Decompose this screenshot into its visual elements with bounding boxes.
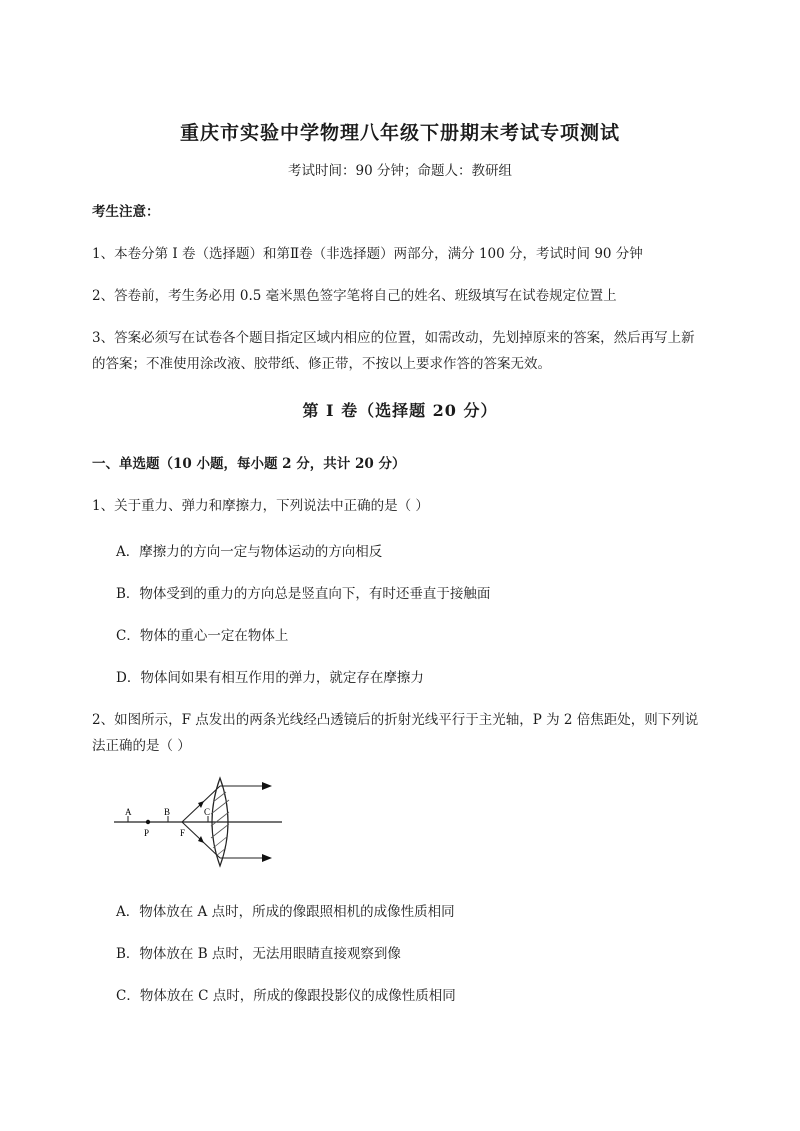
section-title: 第 I 卷（选择题 20 分） xyxy=(302,401,498,420)
notice-item: 2、答卷前，考生务必用 0.5 毫米黑色签字笔将自己的姓名、班级填写在试卷规定位置上 xyxy=(92,288,617,304)
notice-item: 的答案；不准使用涂改液、胶带纸、修正带，不按以上要求作答的答案无效。 xyxy=(92,356,551,372)
answer-option: D．物体间如果有相互作用的弹力，就定存在摩擦力 xyxy=(116,670,424,686)
question-stem: 1、关于重力、弹力和摩擦力，下列说法中正确的是（ ） xyxy=(92,498,429,514)
answer-option: B．物体受到的重力的方向总是竖直向下，有时还垂直于接触面 xyxy=(116,586,491,602)
ray-arrow xyxy=(262,854,272,862)
notice-item: 1、本卷分第 I 卷（选择题）和第Ⅱ卷（非选择题）两部分，满分 100 分，考试时间 90 分钟 xyxy=(92,246,643,262)
point-p-dot xyxy=(146,820,150,824)
answer-option: B．物体放在 B 点时，无法用眼睛直接观察到像 xyxy=(116,946,401,962)
part-heading: 一、单选题（10 小题，每小题 2 分，共计 20 分） xyxy=(92,456,406,472)
notice-item: 3、答案必须写在试卷各个题目指定区域内相应的位置，如需改动，先划掉原来的答案，然后再写上新 xyxy=(92,330,695,346)
notice-heading: 考生注意： xyxy=(92,204,160,220)
label-f: F xyxy=(180,828,186,838)
ray-arrow xyxy=(198,836,204,843)
question-stem: 2、如图所示，F 点发出的两条光线经凸透镜后的折射光线平行于主光轴，P 为 2 倍焦距处，则下列说 xyxy=(92,712,699,728)
ray-arrow xyxy=(262,782,272,790)
answer-option: A．摩擦力的方向一定与物体运动的方向相反 xyxy=(116,544,383,560)
lens-diagram xyxy=(112,772,292,872)
label-p: P xyxy=(144,828,150,838)
label-b: B xyxy=(164,807,171,817)
exam-info: 考试时间：90 分钟；命题人：教研组 xyxy=(288,163,512,179)
answer-option: A．物体放在 A 点时，所成的像跟照相机的成像性质相同 xyxy=(116,904,455,920)
answer-option: C．物体放在 C 点时，所成的像跟投影仪的成像性质相同 xyxy=(116,988,456,1004)
page-title: 重庆市实验中学物理八年级下册期末考试专项测试 xyxy=(179,122,620,144)
label-c: C xyxy=(204,807,211,817)
question-stem: 法正确的是（ ） xyxy=(92,738,191,754)
answer-option: C．物体的重心一定在物体上 xyxy=(116,628,289,644)
label-a: A xyxy=(125,807,132,817)
